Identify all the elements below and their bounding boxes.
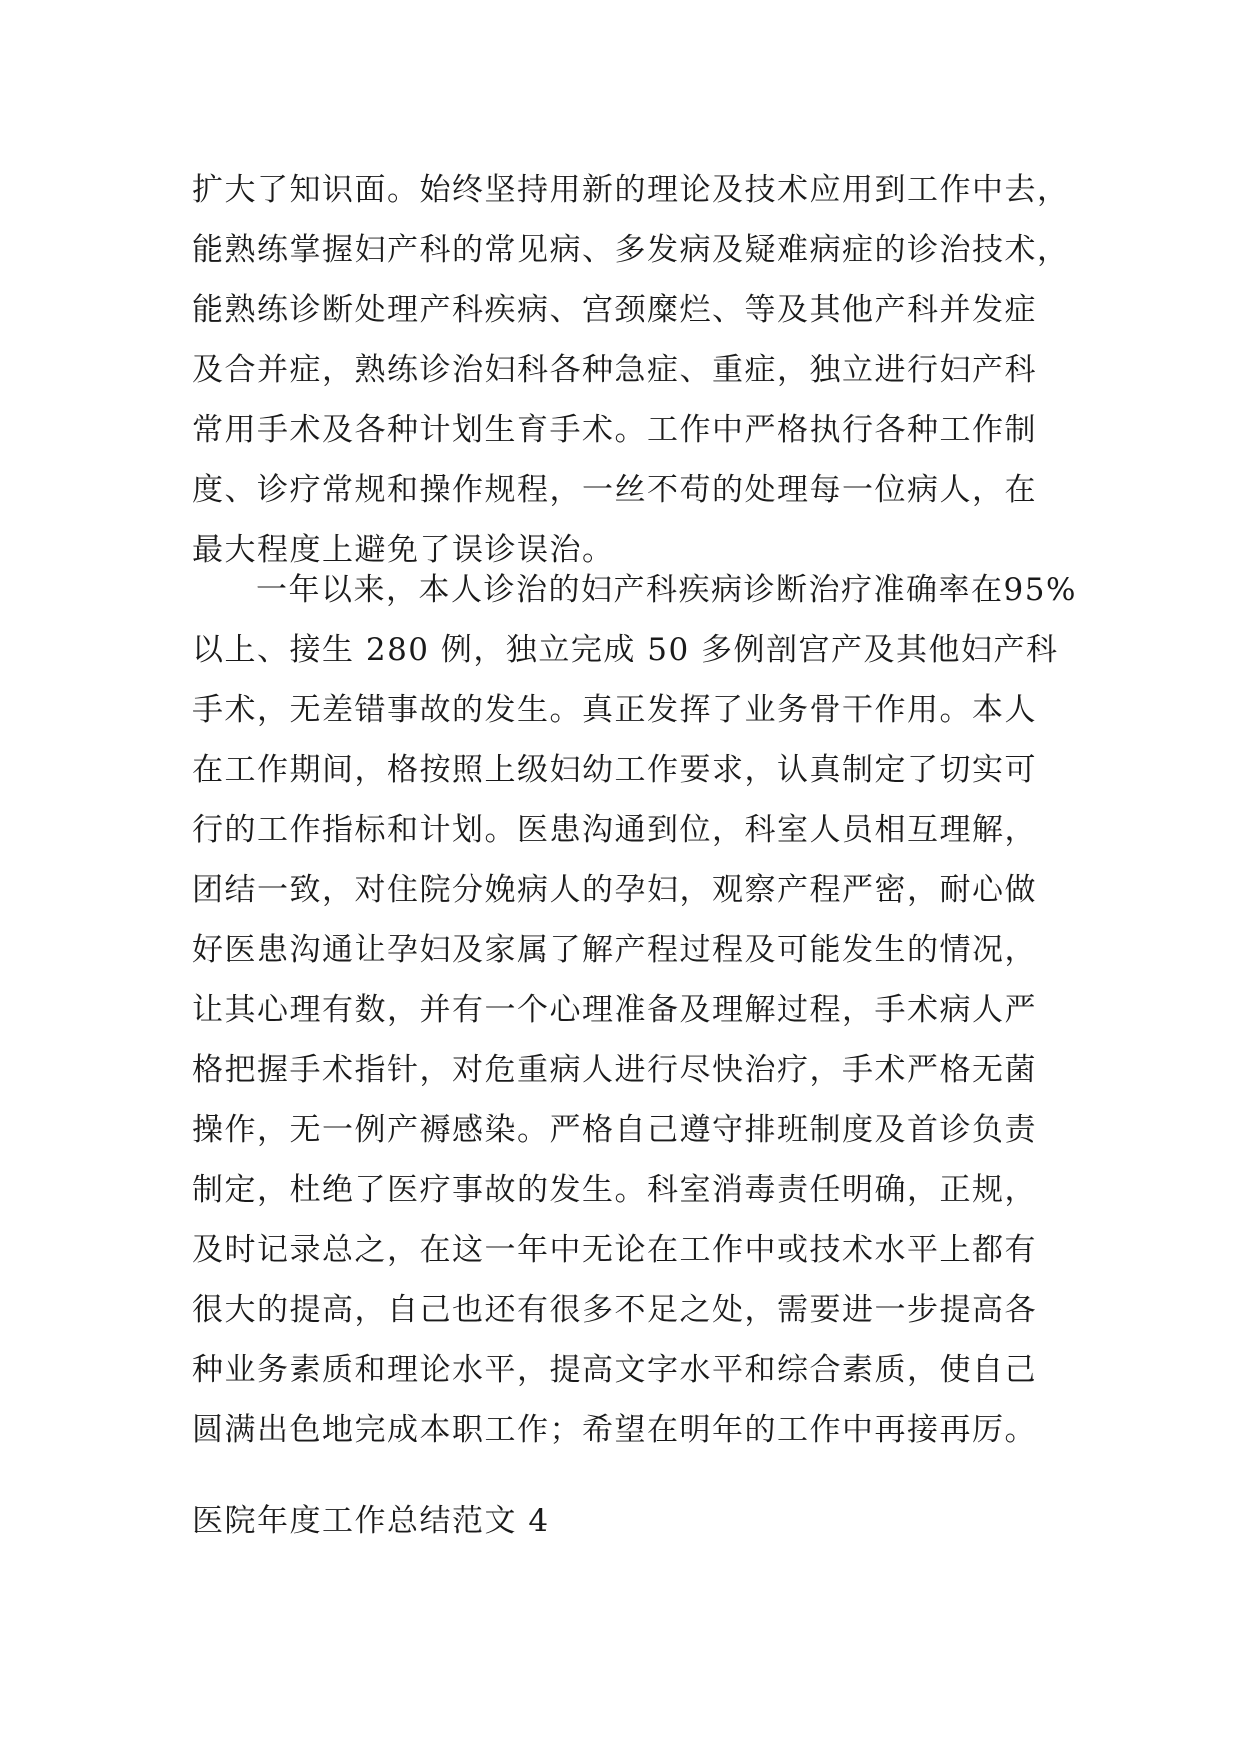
paragraph-2-line: 手术，无差错事故的发生。真正发挥了业务骨干作用。本人 [192, 692, 1037, 728]
paragraph-2 [192, 560, 1092, 1460]
paragraph-1-line: 常用手术及各种计划生育手术。工作中严格执行各种工作制 [192, 412, 1037, 448]
paragraph-2-line: 以上、接生 280 例，独立完成 50 多例剖宫产及其他妇产科 [192, 632, 1059, 668]
paragraph-2-line: 很大的提高，自己也还有很多不足之处，需要进一步提高各 [192, 1292, 1037, 1328]
paragraph-2-line: 好医患沟通让孕妇及家属了解产程过程及可能发生的情况， [192, 932, 1037, 968]
paragraph-2-line: 格把握手术指针，对危重病人进行尽快治疗，手术严格无菌 [192, 1052, 1037, 1088]
paragraph-2-line: 在工作期间，格按照上级妇幼工作要求，认真制定了切实可 [192, 752, 1037, 788]
paragraph-1-line: 及合并症，熟练诊治妇科各种急症、重症，独立进行妇产科 [192, 352, 1037, 388]
paragraph-1-line: 度、诊疗常规和操作规程，一丝不苟的处理每一位病人，在 [192, 472, 1037, 508]
paragraph-2-line: 一年以来，本人诊治的妇产科疾病诊断治疗准确率在95% [256, 572, 1077, 608]
paragraph-2-line: 操作，无一例产褥感染。严格自己遵守排班制度及首诊负责 [192, 1112, 1037, 1148]
paragraph-2-line: 团结一致，对住院分娩病人的孕妇，观察产程严密，耐心做 [192, 872, 1037, 908]
paragraph-1-line: 最大程度上避免了误诊误治。 [192, 532, 615, 568]
section-heading: 医院年度工作总结范文 4 [192, 1503, 550, 1539]
paragraph-1-line: 能熟练诊断处理产科疾病、宫颈糜烂、等及其他产科并发症 [192, 292, 1037, 328]
paragraph-2-line: 及时记录总之，在这一年中无论在工作中或技术水平上都有 [192, 1232, 1037, 1268]
paragraph-2-line: 让其心理有数，并有一个心理准备及理解过程，手术病人严 [192, 992, 1037, 1028]
paragraph-1-line: 扩大了知识面。始终坚持用新的理论及技术应用到工作中去， [192, 172, 1070, 208]
paragraph-1 [192, 160, 1092, 580]
paragraph-2-line: 行的工作指标和计划。医患沟通到位，科室人员相互理解， [192, 812, 1037, 848]
paragraph-2-line: 种业务素质和理论水平，提高文字水平和综合素质，使自己 [192, 1352, 1037, 1388]
paragraph-2-line: 圆满出色地完成本职工作；希望在明年的工作中再接再厉。 [192, 1412, 1037, 1448]
paragraph-2-line: 制定，杜绝了医疗事故的发生。科室消毒责任明确，正规， [192, 1172, 1037, 1208]
paragraph-1-line: 能熟练掌握妇产科的常见病、多发病及疑难病症的诊治技术， [192, 232, 1070, 268]
